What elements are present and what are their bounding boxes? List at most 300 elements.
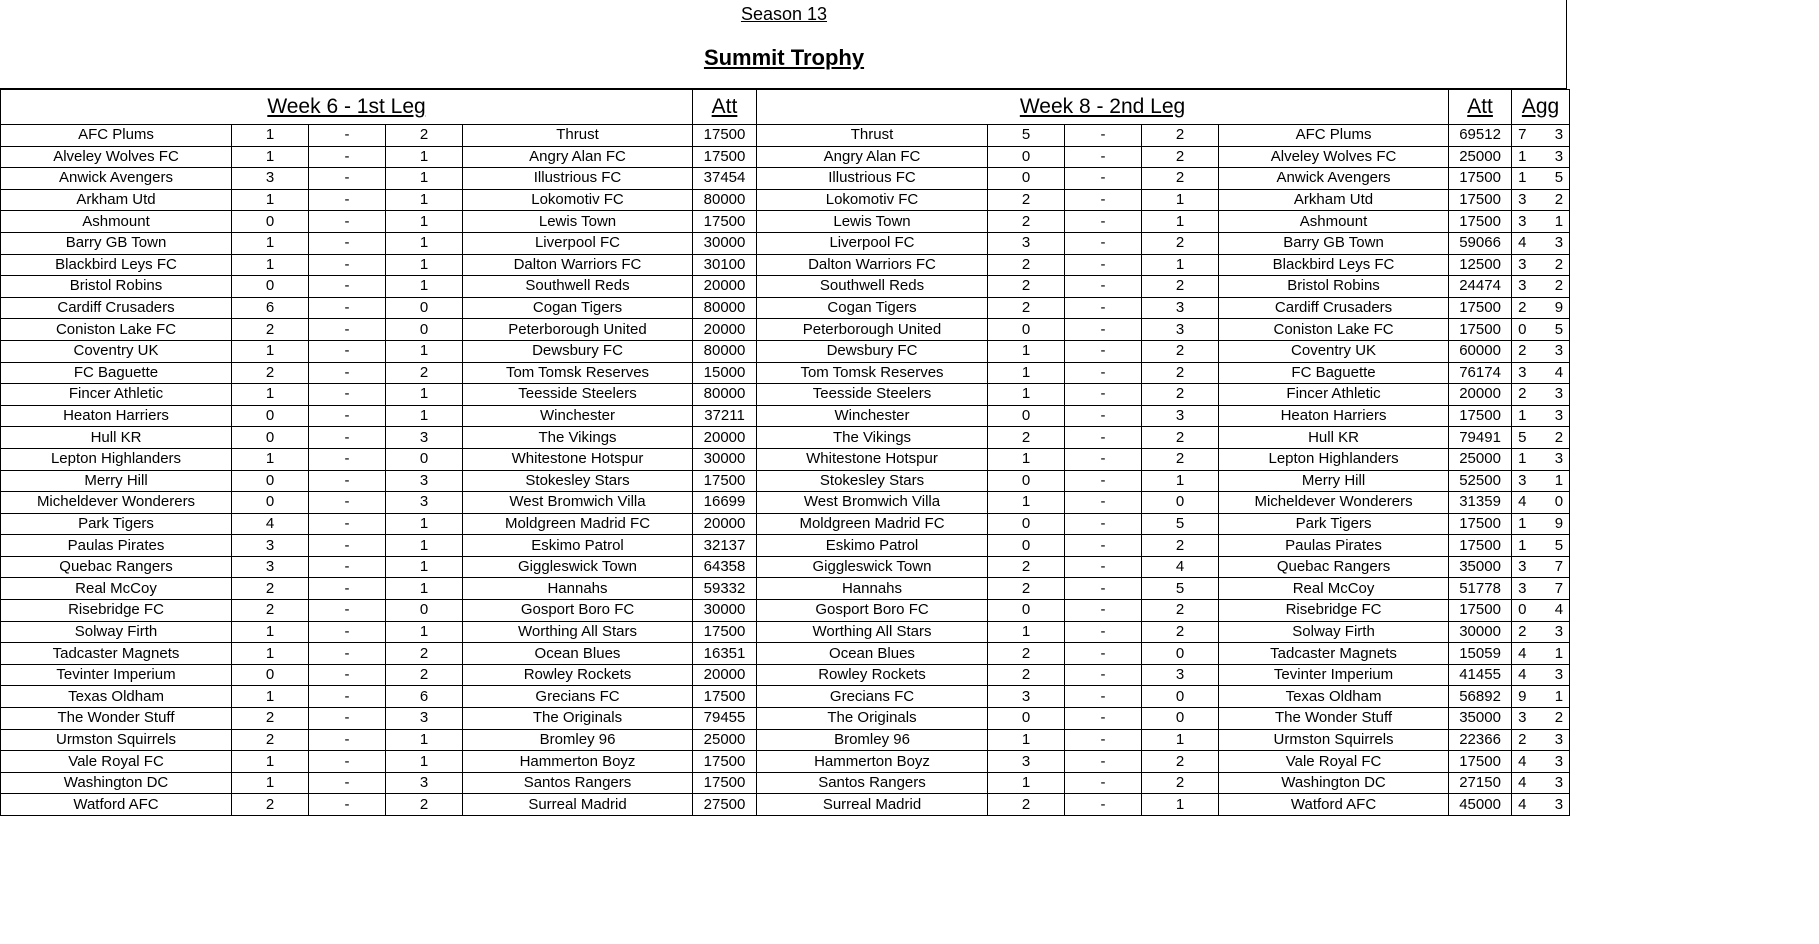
second-leg-attendance: 17500 — [1449, 751, 1512, 773]
first-leg-away-team: Dewsbury FC — [463, 340, 693, 362]
second-leg-home-score: 1 — [988, 384, 1065, 406]
score-separator: - — [309, 600, 386, 622]
second-leg-away-score: 1 — [1142, 189, 1219, 211]
second-leg-attendance: 79491 — [1449, 427, 1512, 449]
score-separator: - — [1065, 556, 1142, 578]
table-row — [1, 513, 1570, 535]
first-leg-away-team: Illustrious FC — [463, 168, 693, 190]
aggregate-first: 4 — [1512, 232, 1540, 254]
table-row — [1, 254, 1570, 276]
second-leg-away-score: 2 — [1142, 772, 1219, 794]
table-row — [1, 384, 1570, 406]
score-separator: - — [309, 319, 386, 341]
first-leg-home-score: 1 — [232, 384, 309, 406]
first-leg-home-team: Park Tigers — [1, 513, 232, 535]
second-leg-away-team: Hull KR — [1219, 427, 1449, 449]
score-separator: - — [1065, 362, 1142, 384]
second-leg-away-team: Tadcaster Magnets — [1219, 643, 1449, 665]
first-leg-attendance: 17500 — [693, 211, 757, 233]
second-leg-away-score: 2 — [1142, 362, 1219, 384]
second-leg-away-team: Blackbird Leys FC — [1219, 254, 1449, 276]
score-separator: - — [309, 125, 386, 147]
aggregate-first: 1 — [1512, 448, 1540, 470]
table-row — [1, 362, 1570, 384]
aggregate-second: 3 — [1540, 232, 1570, 254]
second-leg-home-score: 0 — [988, 708, 1065, 730]
second-leg-away-team: Risebridge FC — [1219, 600, 1449, 622]
second-leg-attendance: 17500 — [1449, 319, 1512, 341]
first-leg-home-team: Fincer Athletic — [1, 384, 232, 406]
first-leg-attendance: 80000 — [693, 297, 757, 319]
first-leg-home-score: 2 — [232, 600, 309, 622]
score-separator: - — [309, 362, 386, 384]
first-leg-away-team: Moldgreen Madrid FC — [463, 513, 693, 535]
aggregate-first: 3 — [1512, 578, 1540, 600]
first-leg-away-score: 2 — [386, 362, 463, 384]
aggregate-second: 3 — [1540, 125, 1570, 147]
second-leg-away-team: Arkham Utd — [1219, 189, 1449, 211]
aggregate-first: 3 — [1512, 556, 1540, 578]
first-leg-home-score: 1 — [232, 686, 309, 708]
first-leg-home-team: Blackbird Leys FC — [1, 254, 232, 276]
second-leg-away-score: 0 — [1142, 708, 1219, 730]
table-row — [1, 729, 1570, 751]
second-leg-away-team: Micheldever Wonderers — [1219, 492, 1449, 514]
aggregate-first: 3 — [1512, 276, 1540, 298]
second-leg-attendance: 17500 — [1449, 211, 1512, 233]
second-leg-away-team: Paulas Pirates — [1219, 535, 1449, 557]
score-separator: - — [1065, 643, 1142, 665]
first-leg-home-team: Tevinter Imperium — [1, 664, 232, 686]
first-leg-away-team: Whitestone Hotspur — [463, 448, 693, 470]
score-separator: - — [309, 794, 386, 816]
aggregate-first: 4 — [1512, 664, 1540, 686]
first-leg-attendance: 32137 — [693, 535, 757, 557]
second-leg-away-team: Solway Firth — [1219, 621, 1449, 643]
second-leg-attendance: 56892 — [1449, 686, 1512, 708]
first-leg-away-team: Thrust — [463, 125, 693, 147]
first-leg-away-score: 1 — [386, 513, 463, 535]
header-row — [1, 90, 1570, 125]
competition-title: Summit Trophy — [703, 45, 865, 70]
second-leg-away-score: 1 — [1142, 729, 1219, 751]
table-row — [1, 232, 1570, 254]
second-leg-attendance: 15059 — [1449, 643, 1512, 665]
second-leg-home-score: 3 — [988, 751, 1065, 773]
second-leg-home-score: 1 — [988, 729, 1065, 751]
second-leg-away-score: 2 — [1142, 384, 1219, 406]
second-leg-away-score: 2 — [1142, 232, 1219, 254]
second-leg-home-score: 1 — [988, 621, 1065, 643]
aggregate-second: 3 — [1540, 340, 1570, 362]
first-leg-home-team: Coventry UK — [1, 340, 232, 362]
second-leg-away-score: 2 — [1142, 600, 1219, 622]
first-leg-away-score: 0 — [386, 448, 463, 470]
first-leg-attendance: 17500 — [693, 751, 757, 773]
first-leg-attendance: 37211 — [693, 405, 757, 427]
aggregate-second: 3 — [1540, 794, 1570, 816]
second-leg-home-team: Stokesley Stars — [757, 470, 988, 492]
table-row — [1, 427, 1570, 449]
table-row — [1, 470, 1570, 492]
second-leg-home-score: 2 — [988, 578, 1065, 600]
first-leg-away-team: The Vikings — [463, 427, 693, 449]
score-separator: - — [1065, 578, 1142, 600]
first-leg-attendance: 17500 — [693, 470, 757, 492]
score-separator: - — [309, 470, 386, 492]
second-leg-home-score: 1 — [988, 448, 1065, 470]
table-row — [1, 319, 1570, 341]
table-row — [1, 794, 1570, 816]
score-separator: - — [309, 297, 386, 319]
second-leg-attendance: 17500 — [1449, 405, 1512, 427]
second-leg-away-score: 0 — [1142, 643, 1219, 665]
first-leg-home-team: Risebridge FC — [1, 600, 232, 622]
second-leg-away-team: Cardiff Crusaders — [1219, 297, 1449, 319]
second-leg-home-team: Hammerton Boyz — [757, 751, 988, 773]
aggregate-second: 3 — [1540, 772, 1570, 794]
first-leg-away-team: Hannahs — [463, 578, 693, 600]
score-separator: - — [1065, 340, 1142, 362]
aggregate-second: 0 — [1540, 492, 1570, 514]
second-leg-away-score: 3 — [1142, 405, 1219, 427]
aggregate-first: 3 — [1512, 708, 1540, 730]
second-leg-away-team: Tevinter Imperium — [1219, 664, 1449, 686]
second-leg-attendance: 51778 — [1449, 578, 1512, 600]
second-leg-away-score: 1 — [1142, 470, 1219, 492]
aggregate-first: 2 — [1512, 297, 1540, 319]
second-leg-away-score: 2 — [1142, 448, 1219, 470]
score-separator: - — [1065, 794, 1142, 816]
first-leg-away-score: 2 — [386, 125, 463, 147]
second-leg-away-score: 2 — [1142, 168, 1219, 190]
second-leg-away-team: Coniston Lake FC — [1219, 319, 1449, 341]
aggregate-first: 2 — [1512, 340, 1540, 362]
second-leg-home-team: The Originals — [757, 708, 988, 730]
second-leg-away-team: Urmston Squirrels — [1219, 729, 1449, 751]
table-row — [1, 168, 1570, 190]
aggregate-second: 3 — [1540, 405, 1570, 427]
first-leg-away-score: 1 — [386, 232, 463, 254]
second-leg-away-team: Vale Royal FC — [1219, 751, 1449, 773]
first-leg-home-score: 1 — [232, 254, 309, 276]
first-leg-attendance: 16699 — [693, 492, 757, 514]
second-leg-attendance: 31359 — [1449, 492, 1512, 514]
first-leg-home-score: 0 — [232, 664, 309, 686]
score-separator: - — [309, 146, 386, 168]
table-row — [1, 751, 1570, 773]
score-separator: - — [1065, 189, 1142, 211]
first-leg-away-score: 1 — [386, 211, 463, 233]
first-leg-away-score: 1 — [386, 168, 463, 190]
second-leg-away-team: Ashmount — [1219, 211, 1449, 233]
second-leg-away-score: 1 — [1142, 794, 1219, 816]
second-leg-home-score: 0 — [988, 513, 1065, 535]
first-leg-home-score: 2 — [232, 708, 309, 730]
first-leg-away-score: 1 — [386, 751, 463, 773]
table-row — [1, 708, 1570, 730]
table-row — [1, 340, 1570, 362]
second-leg-home-score: 0 — [988, 146, 1065, 168]
second-leg-home-score: 2 — [988, 664, 1065, 686]
second-leg-home-score: 0 — [988, 535, 1065, 557]
aggregate-first: 1 — [1512, 513, 1540, 535]
table-row — [1, 492, 1570, 514]
first-leg-attendance: 80000 — [693, 384, 757, 406]
second-leg-home-score: 0 — [988, 319, 1065, 341]
first-leg-attendance: 80000 — [693, 340, 757, 362]
first-leg-away-score: 3 — [386, 492, 463, 514]
first-leg-attendance: 20000 — [693, 427, 757, 449]
first-leg-home-team: Solway Firth — [1, 621, 232, 643]
score-separator: - — [309, 276, 386, 298]
first-leg-home-score: 2 — [232, 362, 309, 384]
table-row — [1, 448, 1570, 470]
second-leg-home-team: Gosport Boro FC — [757, 600, 988, 622]
score-separator: - — [309, 729, 386, 751]
aggregate-second: 3 — [1540, 146, 1570, 168]
aggregate-first: 4 — [1512, 643, 1540, 665]
score-separator: - — [1065, 751, 1142, 773]
first-leg-home-score: 3 — [232, 535, 309, 557]
first-leg-away-score: 1 — [386, 146, 463, 168]
second-leg-attendance: 76174 — [1449, 362, 1512, 384]
second-leg-away-team: Park Tigers — [1219, 513, 1449, 535]
second-leg-home-score: 3 — [988, 232, 1065, 254]
first-leg-away-score: 0 — [386, 600, 463, 622]
first-leg-away-team: Angry Alan FC — [463, 146, 693, 168]
aggregate-second: 1 — [1540, 686, 1570, 708]
score-separator: - — [309, 384, 386, 406]
first-leg-attendance: 15000 — [693, 362, 757, 384]
second-leg-home-team: Bromley 96 — [757, 729, 988, 751]
aggregate-second: 3 — [1540, 621, 1570, 643]
first-leg-home-team: Anwick Avengers — [1, 168, 232, 190]
first-leg-away-team: Lokomotiv FC — [463, 189, 693, 211]
aggregate-first: 1 — [1512, 535, 1540, 557]
score-separator: - — [309, 211, 386, 233]
score-separator: - — [1065, 513, 1142, 535]
first-leg-home-team: The Wonder Stuff — [1, 708, 232, 730]
second-leg-attendance: 17500 — [1449, 168, 1512, 190]
second-leg-home-team: Worthing All Stars — [757, 621, 988, 643]
score-separator: - — [309, 254, 386, 276]
second-leg-away-team: Coventry UK — [1219, 340, 1449, 362]
first-leg-away-score: 1 — [386, 556, 463, 578]
second-leg-home-team: Southwell Reds — [757, 276, 988, 298]
second-leg-away-team: Heaton Harriers — [1219, 405, 1449, 427]
first-leg-away-score: 1 — [386, 535, 463, 557]
second-leg-away-score: 2 — [1142, 751, 1219, 773]
score-separator: - — [1065, 664, 1142, 686]
aggregate-first: 1 — [1512, 168, 1540, 190]
first-leg-home-team: Washington DC — [1, 772, 232, 794]
score-separator: - — [1065, 384, 1142, 406]
first-leg-attendance: 30000 — [693, 448, 757, 470]
second-leg-home-team: Liverpool FC — [757, 232, 988, 254]
second-leg-home-team: The Vikings — [757, 427, 988, 449]
first-leg-attendance: 30100 — [693, 254, 757, 276]
second-leg-home-team: Peterborough United — [757, 319, 988, 341]
second-leg-away-score: 3 — [1142, 664, 1219, 686]
second-leg-home-score: 1 — [988, 340, 1065, 362]
first-leg-away-score: 1 — [386, 384, 463, 406]
second-leg-away-score: 3 — [1142, 297, 1219, 319]
score-separator: - — [1065, 232, 1142, 254]
second-leg-away-team: Barry GB Town — [1219, 232, 1449, 254]
first-leg-away-team: The Originals — [463, 708, 693, 730]
score-separator: - — [309, 664, 386, 686]
aggregate-first: 5 — [1512, 427, 1540, 449]
second-leg-attendance: 69512 — [1449, 125, 1512, 147]
score-separator: - — [309, 621, 386, 643]
first-leg-attendance: 20000 — [693, 664, 757, 686]
second-leg-attendance: 30000 — [1449, 621, 1512, 643]
second-leg-away-team: Washington DC — [1219, 772, 1449, 794]
second-leg-away-team: Texas Oldham — [1219, 686, 1449, 708]
first-leg-away-score: 1 — [386, 276, 463, 298]
first-leg-away-score: 2 — [386, 664, 463, 686]
second-leg-home-team: West Bromwich Villa — [757, 492, 988, 514]
first-leg-away-score: 1 — [386, 340, 463, 362]
second-leg-home-team: Hannahs — [757, 578, 988, 600]
results-body — [1, 125, 1570, 816]
score-separator: - — [309, 513, 386, 535]
second-leg-away-team: FC Baguette — [1219, 362, 1449, 384]
aggregate-first: 4 — [1512, 492, 1540, 514]
second-leg-home-score: 2 — [988, 556, 1065, 578]
aggregate-first: 7 — [1512, 125, 1540, 147]
second-leg-away-team: Bristol Robins — [1219, 276, 1449, 298]
first-leg-home-team: Urmston Squirrels — [1, 729, 232, 751]
score-separator: - — [1065, 297, 1142, 319]
first-leg-away-team: Liverpool FC — [463, 232, 693, 254]
second-leg-attendance: 45000 — [1449, 794, 1512, 816]
score-separator: - — [309, 405, 386, 427]
table-row — [1, 772, 1570, 794]
second-leg-home-team: Santos Rangers — [757, 772, 988, 794]
second-leg-home-score: 2 — [988, 211, 1065, 233]
aggregate-first: 2 — [1512, 729, 1540, 751]
first-leg-away-team: Grecians FC — [463, 686, 693, 708]
second-leg-away-score: 0 — [1142, 492, 1219, 514]
second-leg-home-team: Surreal Madrid — [757, 794, 988, 816]
first-leg-attendance: 59332 — [693, 578, 757, 600]
score-separator: - — [1065, 729, 1142, 751]
score-separator: - — [309, 232, 386, 254]
second-leg-away-score: 2 — [1142, 146, 1219, 168]
aggregate-first: 3 — [1512, 254, 1540, 276]
first-leg-away-score: 3 — [386, 772, 463, 794]
first-leg-away-team: Dalton Warriors FC — [463, 254, 693, 276]
first-leg-home-score: 1 — [232, 621, 309, 643]
aggregate-second: 5 — [1540, 535, 1570, 557]
table-row — [1, 146, 1570, 168]
score-separator: - — [309, 427, 386, 449]
second-leg-home-team: Giggleswick Town — [757, 556, 988, 578]
aggregate-second: 1 — [1540, 643, 1570, 665]
first-leg-attendance: 80000 — [693, 189, 757, 211]
second-leg-home-score: 0 — [988, 600, 1065, 622]
first-leg-away-team: Giggleswick Town — [463, 556, 693, 578]
second-leg-home-team: Grecians FC — [757, 686, 988, 708]
first-leg-attendance: 17500 — [693, 125, 757, 147]
first-leg-away-team: West Bromwich Villa — [463, 492, 693, 514]
score-separator: - — [1065, 621, 1142, 643]
score-separator: - — [309, 686, 386, 708]
aggregate-first: 4 — [1512, 794, 1540, 816]
first-leg-away-team: Teesside Steelers — [463, 384, 693, 406]
score-separator: - — [1065, 708, 1142, 730]
first-leg-away-score: 1 — [386, 621, 463, 643]
first-leg-home-team: Hull KR — [1, 427, 232, 449]
first-leg-away-score: 1 — [386, 405, 463, 427]
second-leg-home-team: Ocean Blues — [757, 643, 988, 665]
second-leg-away-score: 2 — [1142, 125, 1219, 147]
aggregate-second: 4 — [1540, 362, 1570, 384]
first-leg-home-team: Cardiff Crusaders — [1, 297, 232, 319]
second-leg-home-team: Lewis Town — [757, 211, 988, 233]
second-leg-header: Week 8 - 2nd Leg — [757, 90, 1449, 125]
second-leg-away-score: 2 — [1142, 427, 1219, 449]
first-leg-away-score: 1 — [386, 254, 463, 276]
second-leg-home-team: Illustrious FC — [757, 168, 988, 190]
score-separator: - — [1065, 276, 1142, 298]
second-leg-home-score: 2 — [988, 643, 1065, 665]
aggregate-first: 3 — [1512, 189, 1540, 211]
first-leg-home-score: 0 — [232, 405, 309, 427]
first-leg-home-score: 0 — [232, 276, 309, 298]
first-leg-home-team: Watford AFC — [1, 794, 232, 816]
second-leg-attendance: 17500 — [1449, 600, 1512, 622]
first-leg-home-score: 0 — [232, 427, 309, 449]
aggregate-first: 3 — [1512, 470, 1540, 492]
second-leg-away-score: 3 — [1142, 319, 1219, 341]
table-row — [1, 664, 1570, 686]
first-leg-attendance: 79455 — [693, 708, 757, 730]
second-att-header: Att — [1449, 90, 1512, 125]
first-leg-away-team: Winchester — [463, 405, 693, 427]
second-leg-attendance: 35000 — [1449, 556, 1512, 578]
second-leg-attendance: 17500 — [1449, 189, 1512, 211]
first-leg-attendance: 20000 — [693, 276, 757, 298]
results-table — [0, 89, 1570, 816]
second-leg-away-team: Quebac Rangers — [1219, 556, 1449, 578]
first-leg-attendance: 20000 — [693, 319, 757, 341]
second-leg-home-team: Dalton Warriors FC — [757, 254, 988, 276]
second-leg-away-score: 1 — [1142, 254, 1219, 276]
first-leg-attendance: 17500 — [693, 686, 757, 708]
second-leg-attendance: 17500 — [1449, 513, 1512, 535]
aggregate-first: 0 — [1512, 319, 1540, 341]
second-leg-home-score: 2 — [988, 427, 1065, 449]
first-leg-home-team: Ashmount — [1, 211, 232, 233]
first-leg-home-team: Tadcaster Magnets — [1, 643, 232, 665]
first-leg-home-score: 1 — [232, 751, 309, 773]
aggregate-first: 1 — [1512, 405, 1540, 427]
score-separator: - — [1065, 168, 1142, 190]
aggregate-first: 3 — [1512, 211, 1540, 233]
first-leg-home-team: Quebac Rangers — [1, 556, 232, 578]
aggregate-first: 4 — [1512, 772, 1540, 794]
second-leg-attendance: 22366 — [1449, 729, 1512, 751]
aggregate-second: 2 — [1540, 254, 1570, 276]
aggregate-first: 2 — [1512, 621, 1540, 643]
second-leg-attendance: 17500 — [1449, 297, 1512, 319]
second-leg-away-score: 5 — [1142, 578, 1219, 600]
table-row — [1, 189, 1570, 211]
first-leg-away-score: 1 — [386, 189, 463, 211]
